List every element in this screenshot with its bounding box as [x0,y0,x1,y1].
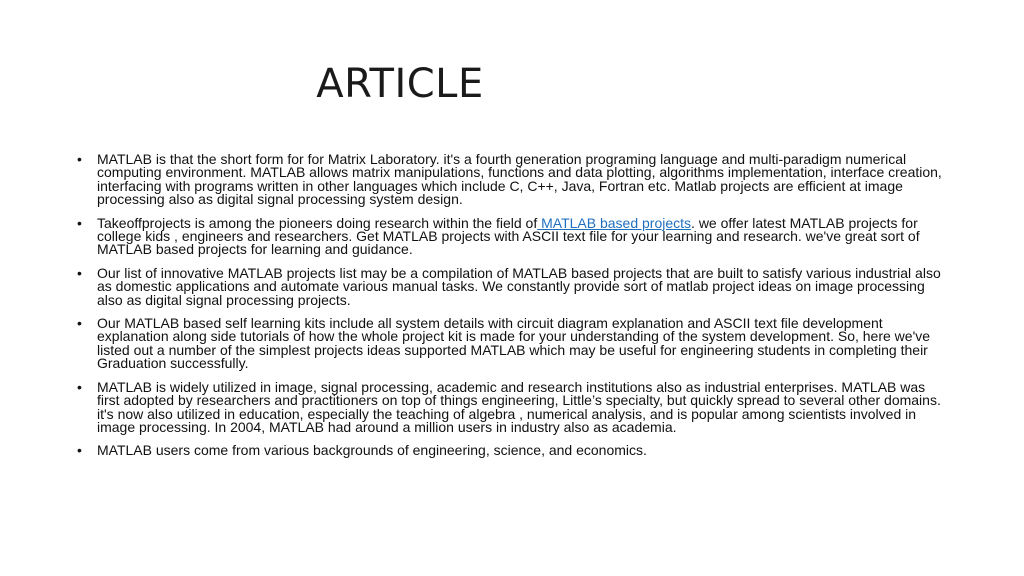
bullet-icon: • [77,442,82,459]
paragraph-text-after-link: . we offer latest MATLAB projects for college kids , engineers and researchers. Get MATLAB projects with ASCII text file for your learning and research. we've great sort of MATLAB based projects for learning and guidance. [97,214,920,258]
bullet-icon: • [77,315,82,332]
bullet-icon: • [77,214,82,231]
paragraph-text-before-link: Takeoffprojects is among the pioneers doing research within the field of [97,214,538,231]
list-item [74,317,950,371]
list-item [74,264,950,308]
matlab-projects-link[interactable]: MATLAB based projects [537,214,692,231]
list-item [74,444,950,457]
bullet-icon: • [77,151,82,167]
page-title: ARTICLE [316,61,484,107]
paragraph-text: MATLAB is that the short form for for Matrix Laboratory. it's a fourth generation programing language and multi-paradigm numerical computing environment. MATLAB allows matrix manipulations, functions and data plotting, algorithms implementation, interface creation, interfacing with programs written in other languages which include C, C++, Java, Fortran etc. Matlab projects are efficient at image processing also as digital signal processing system design. [97,151,942,208]
list-item [74,378,950,435]
bullet-icon: • [77,264,82,281]
paragraph-text: Our MATLAB based self learning kits include all system details with circuit diagram explanation and ASCII text file development explanation along side tutorials of how the whole project kit is made for your understanding of the system development. So, here we've listed out a number of the simplest projects ideas supported MATLAB which may be useful for engineering students in completing their Graduation successfully. [97,315,931,372]
list-item [74,214,950,258]
paragraph-text: MATLAB is widely utilized in image, signal processing, academic and research institutions also as industrial enterprises. MATLAB was first adopted by researchers and practitioners on top of things engineering, Little’s specialty, but quickly spread to several other domains. it's now also utilized in education, especially the teaching of algebra , numerical analysis, and is popular among scientists involved in image processing. In 2004, MATLAB had around a million users in industry also as academia. [97,378,941,435]
article-body [74,153,950,468]
bullet-list [74,153,950,458]
list-item [74,153,950,207]
paragraph-text: Our list of innovative MATLAB projects list may be a compilation of MATLAB based projects that are built to satisfy various industrial also as domestic applications and automate various manual tasks. We constantly provide sort of matlab project ideas on image processing also as digital signal processing projects. [97,264,941,308]
bullet-icon: • [77,378,82,395]
paragraph-text: MATLAB users come from various backgrounds of engineering, science, and economics. [97,442,647,459]
